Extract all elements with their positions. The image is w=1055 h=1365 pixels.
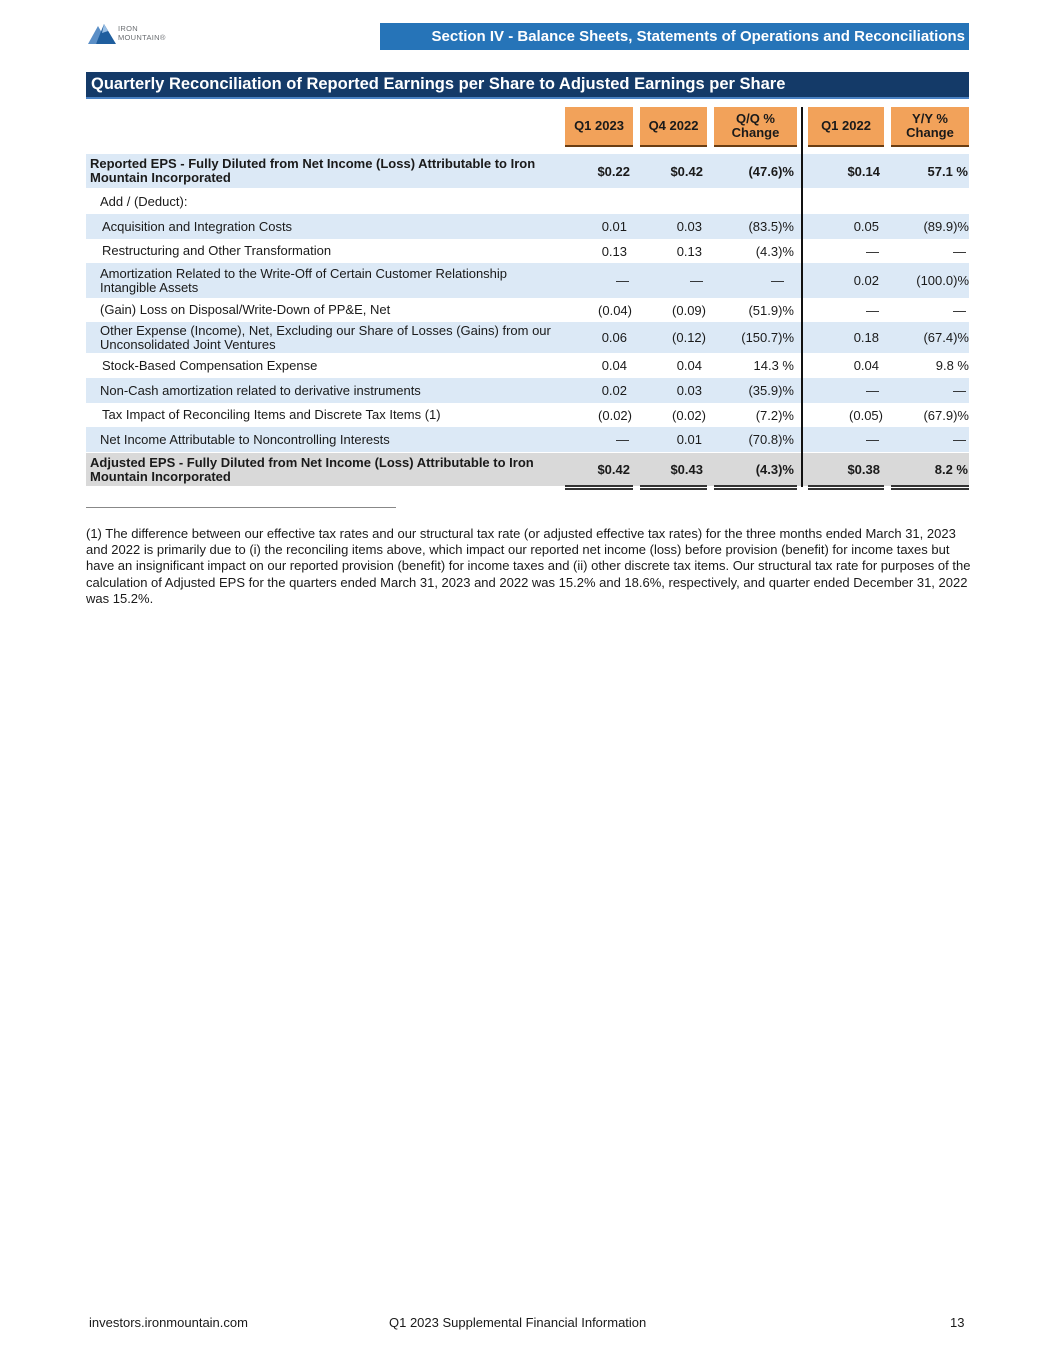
cell-q1-2023: 0.04	[601, 358, 627, 373]
row-label: Amortization Related to the Write-Off of Certain Customer Relationship Intangible Assets	[100, 265, 508, 295]
footer-website: investors.ironmountain.com	[89, 1315, 248, 1330]
table-title: Quarterly Reconciliation of Reported Earnings per Share to Adjusted Earnings per Share	[86, 72, 969, 99]
cell-q1-2023: 0.13	[601, 243, 627, 259]
footer-page-number: 13	[950, 1315, 965, 1330]
row-label: Tax Impact of Reconciling Items and Discrete Tax Items (1)	[102, 407, 441, 422]
column-divider	[801, 107, 803, 487]
cell-q4-2022: 0.04	[676, 358, 702, 373]
cell-qq-change: (150.7)%	[741, 330, 794, 345]
table-row-noncash-amortization	[86, 378, 969, 403]
cell-q1-2023: 0.06	[601, 330, 627, 345]
row-label: Acquisition and Integration Costs	[102, 218, 293, 234]
cell-yy-change: —	[953, 302, 966, 318]
table-row-adjusted-eps	[86, 453, 969, 486]
cell-yy-change: 8.2 %	[934, 462, 968, 477]
cell-q4-2022: (0.12)	[672, 330, 706, 345]
cell-q1-2023: (0.02)	[598, 407, 632, 423]
logo-line-2: MOUNTAIN®	[118, 33, 166, 42]
table-row-stock-compensation	[86, 353, 969, 378]
cell-qq-change: (4.3)%	[755, 462, 794, 477]
row-label: Net Income Attributable to Noncontrolling Interests	[100, 431, 390, 447]
double-underline	[565, 485, 633, 490]
cell-q1-2023: 0.02	[601, 383, 627, 398]
cell-q1-2023: $0.42	[597, 462, 630, 477]
table-row-add-deduct	[86, 189, 969, 214]
cell-q1-2023: —	[616, 432, 629, 447]
cell-yy-change: (67.4)%	[923, 330, 969, 345]
double-underline	[640, 485, 707, 490]
logo-line-1: IRON	[118, 24, 138, 33]
cell-q1-2022: —	[866, 432, 879, 447]
cell-q1-2023: 0.01	[601, 219, 627, 234]
double-underline	[808, 485, 884, 490]
double-underline	[891, 485, 969, 490]
cell-qq-change: (4.3)%	[755, 243, 794, 259]
cell-yy-change: (89.9)%	[923, 219, 969, 234]
cell-q1-2022: 0.04	[853, 358, 879, 373]
table-row-tax-impact	[86, 403, 969, 427]
cell-q1-2023: $0.22	[597, 163, 630, 179]
row-label: Other Expense (Income), Net, Excluding our Share of Losses (Gains) from our Unconsolidated Joint Ventures	[100, 322, 551, 352]
cell-q1-2022: $0.38	[847, 462, 880, 477]
column-header-yy-change: Y/Y % Change	[891, 107, 969, 147]
table-row-other-expense	[86, 322, 969, 353]
logo-wordmark	[118, 24, 166, 42]
column-header-q4-2022: Q4 2022	[640, 107, 707, 147]
cell-q1-2022: (0.05)	[849, 407, 883, 423]
table-row-acquisition-costs	[86, 214, 969, 239]
cell-yy-change: —	[953, 432, 966, 447]
cell-yy-change: —	[953, 383, 966, 398]
column-header-q1-2023: Q1 2023	[565, 107, 633, 147]
row-label: Non-Cash amortization related to derivative instruments	[100, 382, 421, 398]
cell-qq-change: (47.6)%	[748, 163, 794, 179]
footnote-divider	[86, 507, 396, 508]
cell-yy-change: —	[953, 243, 966, 259]
footnote-text: (1) The difference between our effective tax rates and our structural tax rate (or adjusted effective tax rates) for the three months ended March 31, 2023 and 2022 is primarily due to (i) the reconciling items above, which impact our reported net income (loss) before provision (benefit) for income taxes but have an insignificant impact on our reported provision (benefit) for income taxes and (ii) other discrete tax items. Our structural tax rate for purposes of the calculation of Adjusted EPS for the quarters ended March 31, 2023 and 2022 was 15.2% and 18.6%, respectively, and quarter ended December 31, 2022 was 15.2%.	[86, 526, 971, 606]
cell-yy-change: (67.9)%	[923, 407, 969, 423]
row-label: (Gain) Loss on Disposal/Write-Down of PP&E, Net	[100, 302, 391, 317]
cell-q1-2022: 0.05	[853, 219, 879, 234]
cell-qq-change: (51.9)%	[748, 302, 794, 318]
footer-document-title: Q1 2023 Supplemental Financial Information	[389, 1315, 647, 1330]
cell-yy-change: 9.8 %	[935, 358, 969, 373]
cell-qq-change: (83.5)%	[748, 219, 794, 234]
cell-q1-2022: $0.14	[847, 163, 880, 179]
cell-q4-2022: 0.13	[676, 243, 702, 259]
table-row-gain-loss-disposal	[86, 298, 969, 322]
cell-qq-change: 14.3 %	[753, 358, 794, 373]
column-header-q1-2022: Q1 2022	[808, 107, 884, 147]
cell-yy-change: (100.0)%	[916, 273, 969, 288]
cell-q4-2022: 0.03	[676, 219, 702, 234]
table-row-restructuring	[86, 239, 969, 263]
mountain-logo-icon	[88, 22, 116, 44]
cell-q1-2023: —	[616, 273, 629, 288]
cell-q1-2022: —	[866, 243, 879, 259]
column-header-qq-change: Q/Q % Change	[714, 107, 797, 147]
cell-q1-2022: 0.02	[853, 273, 879, 288]
cell-yy-change: 57.1 %	[927, 163, 968, 179]
row-label: Restructuring and Other Transformation	[102, 243, 332, 258]
cell-q1-2022: 0.18	[853, 330, 879, 345]
cell-q4-2022: $0.42	[670, 163, 703, 179]
row-label: Stock-Based Compensation Expense	[102, 357, 318, 373]
cell-qq-change: —	[771, 273, 784, 288]
table-row-reported-eps	[86, 154, 969, 188]
cell-q1-2023: (0.04)	[598, 302, 632, 318]
table-row-amortization-writeoff	[86, 263, 969, 298]
cell-q4-2022: 0.01	[676, 432, 702, 447]
cell-qq-change: (7.2)%	[755, 407, 794, 423]
cell-qq-change: (35.9)%	[748, 383, 794, 398]
double-underline	[714, 485, 797, 490]
cell-q1-2022: —	[866, 302, 879, 318]
cell-q1-2022: —	[866, 383, 879, 398]
cell-q4-2022: $0.43	[670, 462, 703, 477]
row-label: Reported EPS - Fully Diluted from Net Income (Loss) Attributable to Iron Mountain Incorporated	[90, 156, 536, 185]
cell-qq-change: (70.8)%	[748, 432, 794, 447]
cell-q4-2022: 0.03	[676, 383, 702, 398]
iron-mountain-logo	[88, 21, 198, 47]
cell-q4-2022: —	[690, 273, 703, 288]
cell-q4-2022: (0.02)	[672, 407, 706, 423]
cell-q4-2022: (0.09)	[672, 302, 706, 318]
row-label: Add / (Deduct):	[100, 193, 188, 209]
row-label: Adjusted EPS - Fully Diluted from Net Income (Loss) Attributable to Iron Mountain Incorporated	[90, 454, 534, 484]
section-banner: Section IV - Balance Sheets, Statements of Operations and Reconciliations	[380, 23, 969, 50]
table-row-noncontrolling-interests	[86, 427, 969, 452]
